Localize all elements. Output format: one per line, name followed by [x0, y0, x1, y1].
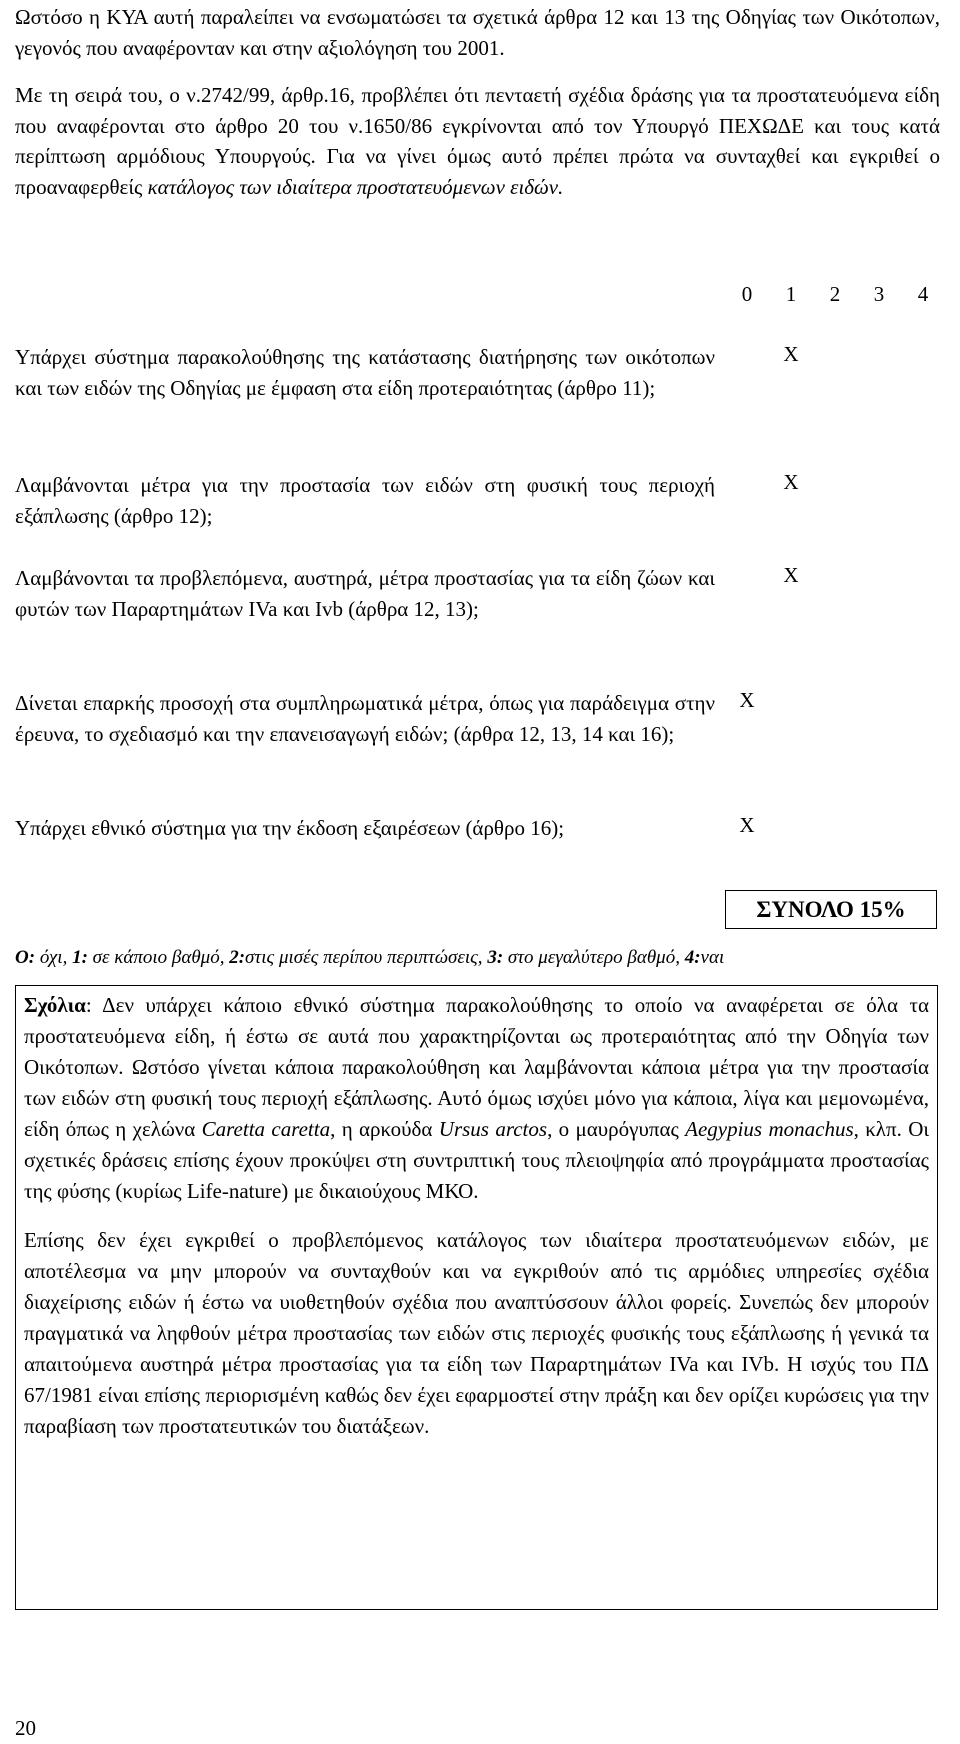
- scale-0: 0: [741, 282, 753, 306]
- scale-4: 4: [917, 282, 929, 306]
- criterion-4-text: Δίνεται επαρκής προσοχή στα συμπληρωματικά μέτρα, όπως για παράδειγμα στην έρευνα, το σχεδιασμό και την επανεισαγωγή ειδών; (άρθρα 12, 13, 14 και 16);: [15, 691, 715, 746]
- scale-1: 1: [785, 282, 797, 306]
- comments-text-a: : Δεν υπάρχει κάποιο εθνικό σύστημα παρακολούθησης το οποίο να αναφέρεται σε όλα τα προστατευόμενα είδη, ή έστω σε αυτά που χαρακτηρίζονται ως προτεραιότητας από την Οδηγία των Οικότοπων. Ωστόσο γίνεται κάποια παρακολούθηση και λαμβάνονται κάποια μέτρα για την προστασία των ειδών στη φυσική τους περιοχή εξάπλωσης. Αυτό όμως ισχύει μόνο για κάποια, λίγα και μεμονωμένα, είδη όπως η χελώνα: [24, 993, 929, 1141]
- criterion-5-mark: X: [739, 813, 755, 837]
- criterion-3: [15, 563, 715, 625]
- intro-paragraph-2-italic: κατάλογος των ιδιαίτερα προστατευόμενων ειδών.: [147, 174, 564, 199]
- comments-box: [15, 985, 938, 1610]
- comments-paragraph-1: [24, 990, 929, 1207]
- comments-paragraph-2: Επίσης δεν έχει εγκριθεί ο προβλεπόμενος κατάλογος των ιδιαίτερα προστατευόμενων ειδών, με αποτέλεσμα να μην μπορούν να συνταχθούν και να εγκριθούν από τις αρμόδιες υπηρεσίες σχέδια διαχείρισης ειδών ή έστω να υιοθετηθούν σχέδια που αναπτύσσουν άλλοι φορείς. Συνεπώς δεν μπορούν πραγματικά να ληφθούν μέτρα προστασίας των ειδών στις περιοχές φυσικής τους εξάπλωσης ή γενικά τα απαιτούμενα αυστηρά μέτρα προστασίας για τα είδη των Παραρτημάτων IVa και IVb. Η ισχύς του ΠΔ 67/1981 είναι επίσης περιορισμένη καθώς δεν έχει εφαρμοστεί στην πράξη και δεν ορίζει κυρώσεις για την παραβίαση των προστατευτικών του διατάξεων.: [24, 1228, 929, 1438]
- intro-text: [15, 2, 940, 202]
- intro-paragraph-2-text: Με τη σειρά του, ο ν.2742/99, άρθρ.16, προβλέπει ότι πενταετή σχέδια δράσης για τα προστατευόμενα είδη που αναφέρονται στο άρθρο 20 του ν.1650/86 εγκρίνονται από τον Υπουργό ΠΕΧΩΔΕ και τους κατά περίπτωση αρμόδιους Υπουργούς. Για να γίνει όμως αυτό πρέπει πρώτα να συνταχθεί και εγκριθεί ο προαναφερθείς: [15, 83, 940, 199]
- comments-text-c: , ο μαυρόγυπας: [547, 1117, 686, 1141]
- criterion-2-mark: X: [783, 470, 799, 494]
- score-legend: [15, 947, 940, 969]
- legend-value-0: όχι,: [35, 947, 73, 968]
- legend-key-2: 2:: [229, 947, 246, 968]
- criterion-4: [15, 688, 715, 750]
- criterion-1-text: Υπάρχει σύστημα παρακολούθησης της κατάστασης διατήρησης των οικότοπων και των ειδών της Οδηγίας με έμφαση στα είδη προτεραιότητας (άρθρο 11);: [15, 345, 715, 400]
- legend-key-3: 3:: [487, 947, 504, 968]
- criterion-5-text: Υπάρχει εθνικό σύστημα για την έκδοση εξαιρέσεων (άρθρο 16);: [15, 816, 565, 840]
- legend-key-4: 4:: [684, 947, 701, 968]
- legend-value-4: ναι: [700, 947, 725, 968]
- criterion-1-mark: X: [783, 342, 799, 366]
- comments-label: Σχόλια: [24, 993, 86, 1017]
- intro-paragraph-2: [15, 80, 940, 202]
- comments-text-b: , η αρκούδα: [330, 1117, 439, 1141]
- legend-key-1: 1:: [72, 947, 88, 968]
- species-name-caretta: Caretta caretta: [201, 1117, 331, 1141]
- legend-key-0: O:: [15, 947, 36, 968]
- species-name-ursus: Ursus arctos: [438, 1117, 548, 1141]
- comments-text-d: , κλπ. Οι σχετικές δράσεις επίσης έχουν προκύψει στη συντριπτική τους πλειοψηφία από προγράμματα προστασίας της φύσης (κυρίως Life-nature) με δικαιούχους ΜΚΟ.: [24, 1117, 930, 1203]
- criterion-4-mark: X: [739, 688, 755, 712]
- criterion-3-mark: X: [783, 563, 799, 587]
- criterion-3-text: Λαμβάνονται τα προβλεπόμενα, αυστηρά, μέτρα προστασίας για τα είδη ζώων και φυτών των Παραρτημάτων IVa και Ivb (άρθρα 12, 13);: [15, 566, 715, 621]
- criterion-5: [15, 813, 715, 844]
- legend-value-3: στο μεγαλύτερο βαθμό,: [503, 947, 685, 968]
- total-score: ΣΥΝΟΛΟ 15%: [725, 890, 937, 929]
- score-scale-header: [727, 282, 947, 316]
- scale-3: 3: [873, 282, 885, 306]
- scale-2: 2: [829, 282, 841, 306]
- page-number: 20: [15, 1716, 36, 1740]
- criterion-2-text: Λαμβάνονται μέτρα για την προστασία των ειδών στη φυσική τους περιοχή εξάπλωσης (άρθρο 12);: [15, 473, 715, 528]
- legend-value-2: στις μισές περίπου περιπτώσεις,: [245, 947, 488, 968]
- criterion-2: [15, 470, 715, 532]
- intro-paragraph-1: Ωστόσο η ΚΥΑ αυτή παραλείπει να ενσωματώσει τα σχετικά άρθρα 12 και 13 της Οδηγίας των Οικότοπων, γεγονός που αναφέρονταν και στην αξιολόγηση του 2001.: [15, 5, 940, 60]
- criterion-1: [15, 342, 715, 404]
- legend-value-1: σε κάποιο βαθμό,: [87, 947, 230, 968]
- species-name-aegypius: Aegypius monachus: [685, 1117, 854, 1141]
